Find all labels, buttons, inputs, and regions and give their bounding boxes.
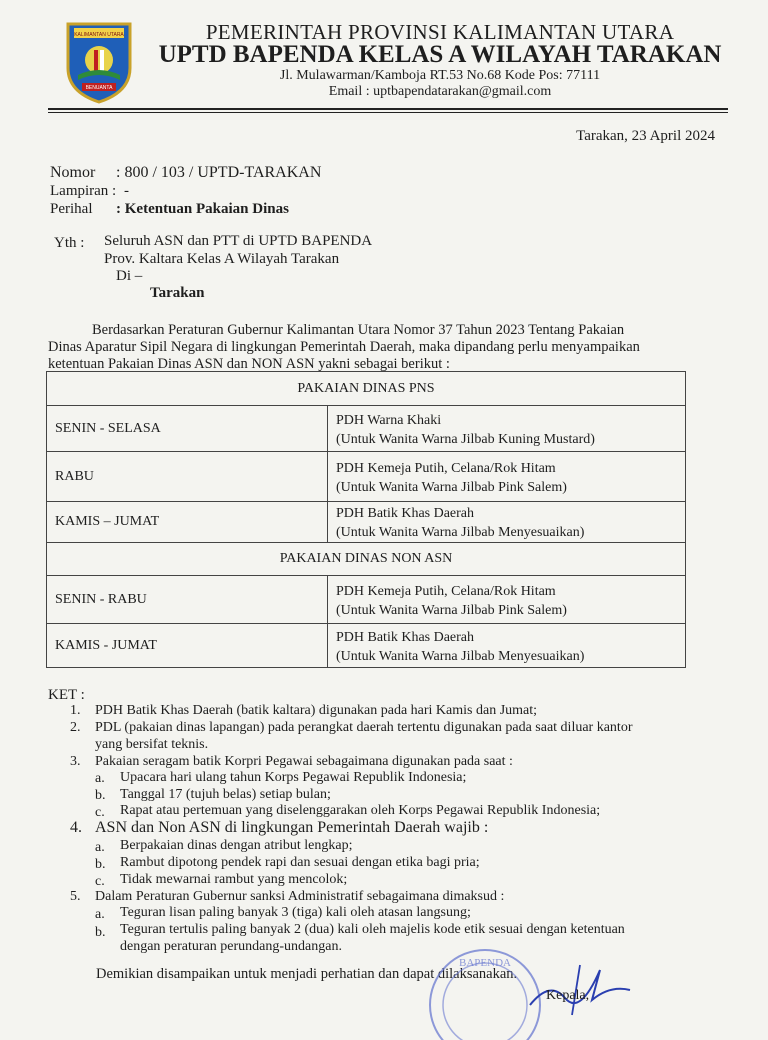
uniform-desc: PDH Kemeja Putih, Celana/Rok Hitam	[336, 583, 556, 599]
uniform-desc: PDH Warna Khaki	[336, 412, 442, 428]
perihal-label: Perihal	[50, 201, 93, 217]
ket-subletter: b.	[95, 857, 106, 872]
addressee-line2: Prov. Kaltara Kelas A Wilayah Tarakan	[104, 251, 340, 267]
table-row	[47, 406, 686, 452]
ket-number: 1.	[70, 703, 81, 718]
day-cell: SENIN - SELASA	[47, 406, 328, 452]
table-row	[47, 624, 686, 668]
office-name: UPTD BAPENDA KELAS A WILAYAH TARAKAN	[158, 41, 722, 68]
ket-subitem: Berpakaian dinas dengan atribut lengkap;	[120, 838, 353, 853]
ket-number: 2.	[70, 720, 81, 735]
ket-subitem: Tidak mewarnai rambut yang mencolok;	[120, 872, 348, 887]
day-cell: KAMIS - JUMAT	[47, 624, 328, 668]
uniform-cell	[328, 406, 686, 452]
government-name: PEMERINTAH PROVINSI KALIMANTAN UTARA	[205, 20, 675, 44]
uniform-desc: PDH Batik Khas Daerah	[336, 506, 475, 521]
uniform-desc: PDH Kemeja Putih, Celana/Rok Hitam	[336, 460, 556, 476]
uniform-cell	[328, 576, 686, 624]
letter-date: Tarakan, 23 April 2024	[576, 128, 715, 144]
letterhead-rule-thick	[48, 108, 728, 110]
uniform-schedule-table	[46, 371, 686, 668]
table-row	[47, 576, 686, 624]
ket-subitem: Tanggal 17 (tujuh belas) setiap bulan;	[120, 787, 331, 802]
province-emblem-icon	[64, 20, 134, 104]
ket-subletter: b.	[95, 788, 106, 803]
intro-line2: Dinas Aparatur Sipil Negara di lingkungan Pemerintah Daerah, maka dipandang perlu menyampaikan	[48, 339, 640, 355]
nonasn-section-header: PAKAIAN DINAS NON ASN	[47, 543, 686, 576]
day-cell: KAMIS – JUMAT	[47, 502, 328, 543]
stamp-text: BAPENDA	[459, 957, 511, 969]
uniform-desc: PDH Batik Khas Daerah	[336, 629, 475, 645]
ket-item: PDH Batik Khas Daerah (batik kaltara) digunakan pada hari Kamis dan Jumat;	[95, 703, 538, 718]
lampiran-label: Lampiran :	[50, 183, 117, 199]
addressee-line3: Di –	[116, 268, 143, 284]
ket-number: 5.	[70, 889, 81, 904]
uniform-note: (Untuk Wanita Warna Jilbab Menyesuaikan)	[336, 648, 585, 664]
ket-subitem-cont: dengan peraturan perundang-undangan.	[120, 939, 342, 954]
ket-item: ASN dan Non ASN di lingkungan Pemerintah Daerah wajib :	[95, 819, 489, 836]
uniform-note: (Untuk Wanita Warna Jilbab Pink Salem)	[336, 479, 567, 495]
pns-section-header: PAKAIAN DINAS PNS	[47, 372, 686, 406]
lampiran-value: -	[124, 183, 129, 199]
uniform-cell	[328, 502, 686, 543]
day-cell: RABU	[47, 452, 328, 502]
ket-subitem: Teguran tertulis paling banyak 2 (dua) kali oleh majelis kode etik sesuai dengan ketentuan	[120, 922, 625, 937]
office-email: Email : uptbapendatarakan@gmail.com	[328, 84, 552, 99]
uniform-cell	[328, 624, 686, 668]
ket-subitem: Upacara hari ulang tahun Korps Pegawai Republik Indonesia;	[120, 770, 467, 785]
closing-text: Demikian disampaikan untuk menjadi perhatian dan dapat dilaksanakan.	[96, 966, 518, 982]
yth-label: Yth :	[54, 235, 85, 251]
ket-label: KET :	[48, 687, 85, 703]
office-address: Jl. Mulawarman/Kamboja RT.53 No.68 Kode Pos: 77111	[279, 68, 601, 83]
uniform-note: (Untuk Wanita Warna Jilbab Menyesuaikan)	[336, 525, 585, 540]
nomor-label: Nomor	[50, 164, 96, 181]
signatory-title: Kepala,	[546, 988, 590, 1003]
table-row	[47, 502, 686, 543]
uniform-cell	[328, 452, 686, 502]
ket-subletter: c.	[95, 805, 105, 820]
uniform-note: (Untuk Wanita Warna Jilbab Pink Salem)	[336, 602, 567, 618]
letterhead-rule-thin	[48, 112, 728, 113]
table-row	[47, 452, 686, 502]
nomor-value: : 800 / 103 / UPTD-TARAKAN	[116, 164, 322, 181]
emblem-bottom-text: BENUANTA	[85, 85, 113, 91]
uniform-note: (Untuk Wanita Warna Jilbab Kuning Mustard)	[336, 431, 595, 447]
emblem-top-text: KALIMANTAN UTARA	[74, 32, 124, 38]
perihal-value: : Ketentuan Pakaian Dinas	[116, 201, 289, 217]
addressee-city: Tarakan	[150, 285, 205, 301]
ket-subletter: a.	[95, 771, 105, 786]
day-cell: SENIN - RABU	[47, 576, 328, 624]
ket-subletter: a.	[95, 840, 105, 855]
ket-number: 3.	[70, 754, 81, 769]
ket-subletter: c.	[95, 874, 105, 889]
ket-subitem: Rambut dipotong pendek rapi dan sesuai dengan etika bagi pria;	[120, 855, 480, 870]
ket-item: PDL (pakaian dinas lapangan) pada perangkat daerah tertentu digunakan pada saat diluar kantor	[95, 720, 633, 735]
addressee-line1: Seluruh ASN dan PTT di UPTD BAPENDA	[104, 233, 373, 249]
ket-number: 4.	[70, 819, 82, 836]
ket-subletter: a.	[95, 907, 105, 922]
ket-item-cont: yang bersifat teknis.	[95, 737, 209, 752]
ket-item: Pakaian seragam batik Korpri Pegawai sebagaimana digunakan pada saat :	[95, 754, 513, 769]
intro-line3: ketentuan Pakaian Dinas ASN dan NON ASN yakni sebagai berikut :	[48, 356, 450, 372]
ket-subitem: Teguran lisan paling banyak 3 (tiga) kali oleh atasan langsung;	[120, 905, 471, 920]
ket-subitem: Rapat atau pertemuan yang diselenggarakan oleh Korps Pegawai Republik Indonesia;	[120, 803, 601, 818]
ket-item: Dalam Peraturan Gubernur sanksi Administratif sebagaimana dimaksud :	[95, 889, 505, 904]
ket-subletter: b.	[95, 925, 106, 940]
table-header-row	[47, 543, 686, 576]
intro-line1: Berdasarkan Peraturan Gubernur Kalimantan Utara Nomor 37 Tahun 2023 Tentang Pakaian	[92, 322, 625, 338]
table-header-row	[47, 372, 686, 406]
